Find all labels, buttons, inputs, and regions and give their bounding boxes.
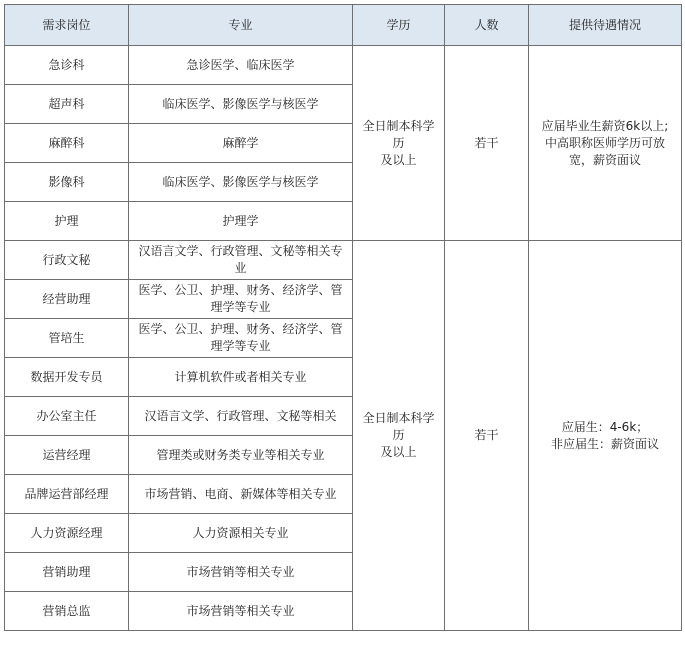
table-row [5, 46, 682, 85]
major-cell: 管理类或财务类专业等相关专业 [129, 436, 353, 475]
recruitment-table-wrapper [4, 4, 682, 631]
table-row [5, 241, 682, 280]
position-cell: 超声科 [5, 85, 129, 124]
header-benefits: 提供待遇情况 [529, 5, 682, 46]
position-cell: 营销助理 [5, 553, 129, 592]
major-cell: 临床医学、影像医学与核医学 [129, 163, 353, 202]
count-cell: 若干 [445, 46, 529, 241]
position-cell: 人力资源经理 [5, 514, 129, 553]
benefits-cell [529, 46, 682, 241]
major-cell: 护理学 [129, 202, 353, 241]
major-cell: 临床医学、影像医学与核医学 [129, 85, 353, 124]
recruitment-table [4, 4, 682, 631]
position-cell: 运营经理 [5, 436, 129, 475]
position-cell: 品牌运营部经理 [5, 475, 129, 514]
position-cell: 急诊科 [5, 46, 129, 85]
major-cell: 麻醉学 [129, 124, 353, 163]
education-cell [353, 46, 445, 241]
education-line: 全日制本科学历 [362, 411, 435, 442]
position-cell: 麻醉科 [5, 124, 129, 163]
major-cell: 计算机软件或者相关专业 [129, 358, 353, 397]
position-cell: 经营助理 [5, 280, 129, 319]
benefits-cell [529, 241, 682, 631]
header-major: 专业 [129, 5, 353, 46]
education-line: 全日制本科学历 [362, 118, 435, 150]
position-cell: 管培生 [5, 319, 129, 358]
position-cell: 营销总监 [5, 592, 129, 631]
benefit-line: 中高职称医师学历可放 [544, 135, 665, 150]
count-cell: 若干 [445, 241, 529, 631]
header-count: 人数 [445, 5, 529, 46]
major-cell: 市场营销等相关专业 [129, 592, 353, 631]
major-cell: 急诊医学、临床医学 [129, 46, 353, 85]
position-cell: 数据开发专员 [5, 358, 129, 397]
header-position: 需求岗位 [5, 5, 129, 46]
major-cell: 市场营销、电商、新媒体等相关专业 [129, 475, 353, 514]
benefit-line: 应届毕业生薪资6k以上; [541, 118, 669, 133]
position-cell: 行政文秘 [5, 241, 129, 280]
education-line: 及以上 [380, 152, 417, 167]
major-cell: 市场营销等相关专业 [129, 553, 353, 592]
major-cell: 医学、公卫、护理、财务、经济学、管理学等专业 [129, 319, 353, 358]
major-cell: 汉语言文学、行政管理、文秘等相关 [129, 397, 353, 436]
benefit-line: 非应届生：薪资面议 [550, 436, 659, 451]
major-cell: 汉语言文学、行政管理、文秘等相关专业 [129, 241, 353, 280]
header-education: 学历 [353, 5, 445, 46]
position-cell: 护理 [5, 202, 129, 241]
header-row [5, 5, 682, 46]
major-cell: 医学、公卫、护理、财务、经济学、管理学等专业 [129, 280, 353, 319]
position-cell: 影像科 [5, 163, 129, 202]
benefit-line: 应届生：4-6k； [561, 419, 649, 434]
major-cell: 人力资源相关专业 [129, 514, 353, 553]
education-cell [353, 241, 445, 631]
position-cell: 办公室主任 [5, 397, 129, 436]
education-line: 及以上 [380, 445, 417, 459]
benefit-line: 宽，薪资面议 [568, 152, 641, 167]
